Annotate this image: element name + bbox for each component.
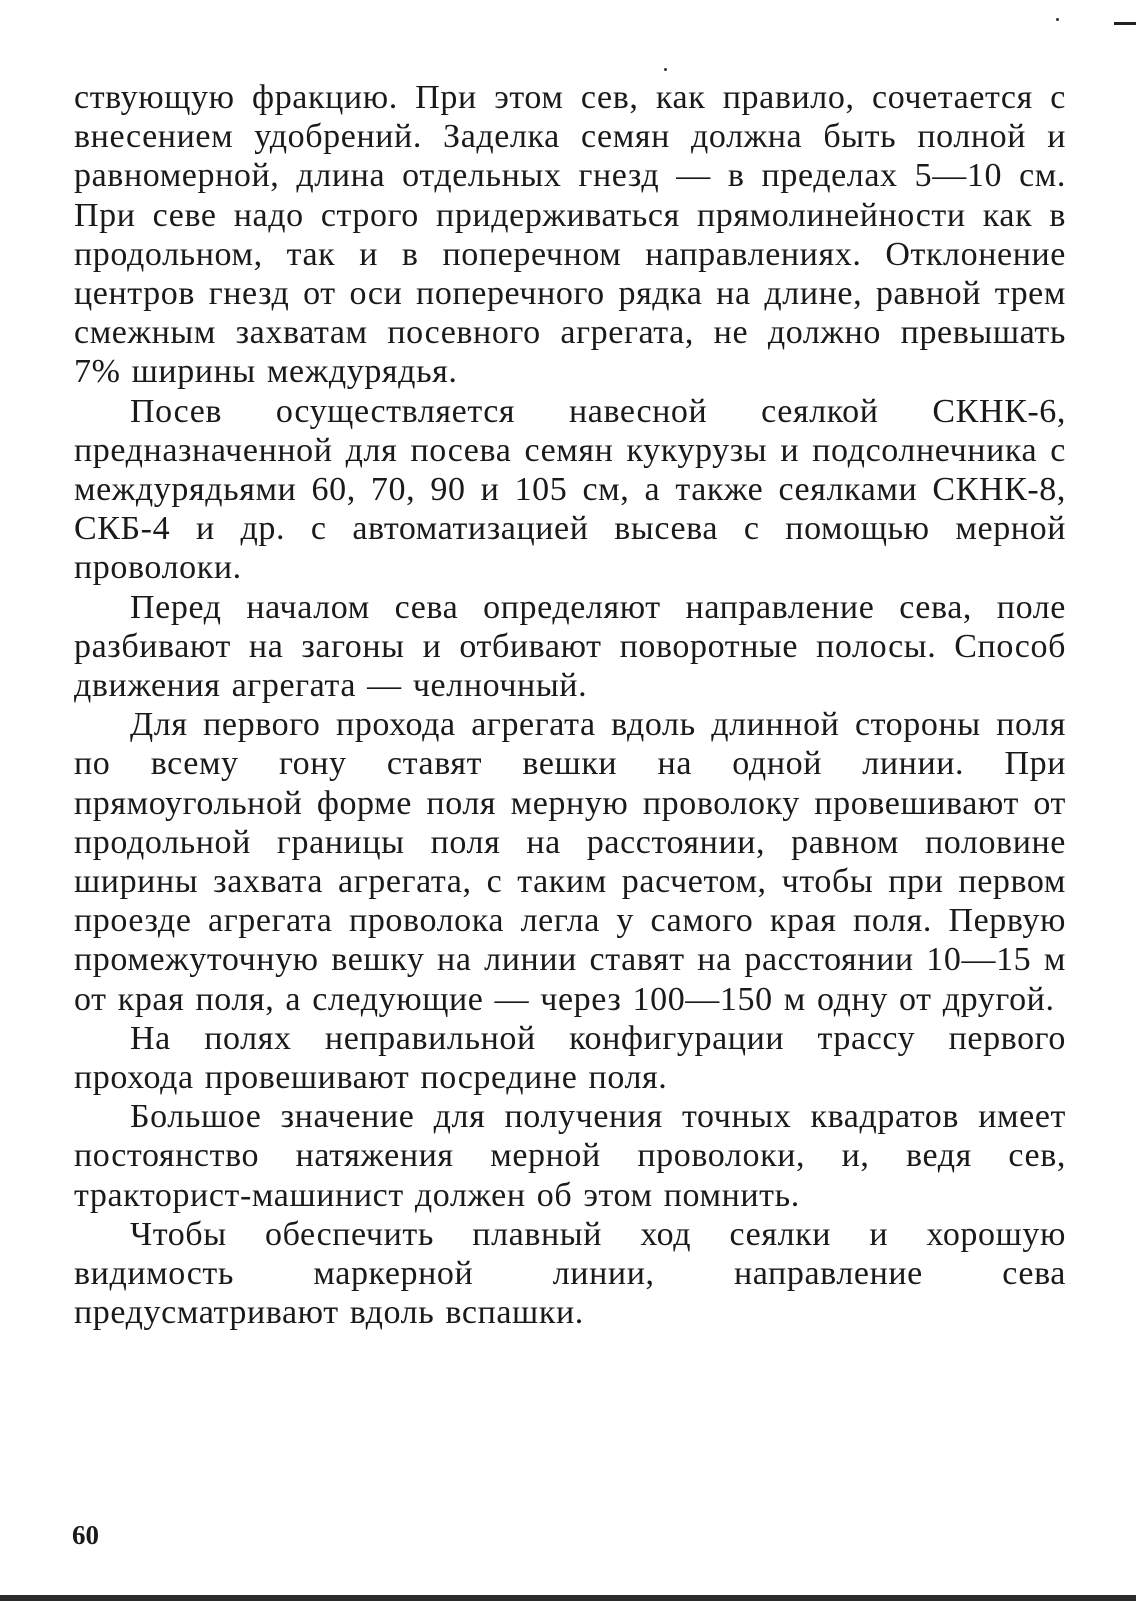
paragraph-direction: Перед началом сева определяют направление сева, поле разбивают на загоны и отбивают поворотные полосы. Способ движения агрегата — челночный. xyxy=(74,588,1066,705)
paragraph-seeder: Посев осуществляется навесной сеялкой СКНК-6, предназначенной для посева семян кукурузы и подсолнечника с междурядьями 60, 70, 90 и 105 см, а также сеялками СКНК-8, СКБ-4 и др. с автоматизацией высева с помощью мерной проволоки. xyxy=(74,392,1066,587)
scan-edge-bottom xyxy=(0,1595,1136,1601)
paragraph-marker-line: Чтобы обеспечить плавный ход сеялки и хорошую видимость маркерной линии, направление сева предусматривают вдоль вспашки. xyxy=(74,1215,1066,1332)
paragraph-irregular-fields: На полях неправильной конфигурации трассу первого прохода провешивают посредине поля. xyxy=(74,1019,1066,1097)
body-text xyxy=(74,78,1066,1333)
paragraph-continuation: ствующую фракцию. При этом сев, как правило, сочетается с внесением удобрений. Заделка семян должна быть полной и равномерной, длина отдельных гнезд — в пределах 5—10 см. При севе надо строго придерживаться прямолинейности как в продольном, так и в поперечном направлениях. Отклонение центров гнезд от оси поперечного рядка на длине, равной трем смежным захватам посевного агрегата, не должно превышать 7% ширины междурядья. xyxy=(74,79,1066,391)
scan-speck xyxy=(664,68,667,71)
scan-speck xyxy=(1056,18,1059,21)
paragraph-first-pass: Для первого прохода агрегата вдоль длинной стороны поля по всему гону ставят вешки на одной линии. При прямоугольной форме поля мерную проволоку провешивают от продольной границы поля на расстоянии, равном половине ширины захвата агрегата, с таким расчетом, чтобы при первом проезде агрегата проволока легла у самого края поля. Первую промежуточную вешку на линии ставят на расстоянии 10—15 м от края поля, а следующие — через 100—150 м одну от другой. xyxy=(74,706,1066,1018)
scan-edge-mark xyxy=(1114,22,1136,25)
page-number: 60 xyxy=(72,1520,99,1550)
paragraph-wire-tension: Большое значение для получения точных квадратов имеет постоянство натяжения мерной проволоки, и, ведя сев, тракторист-машинист должен об этом помнить. xyxy=(74,1098,1066,1214)
